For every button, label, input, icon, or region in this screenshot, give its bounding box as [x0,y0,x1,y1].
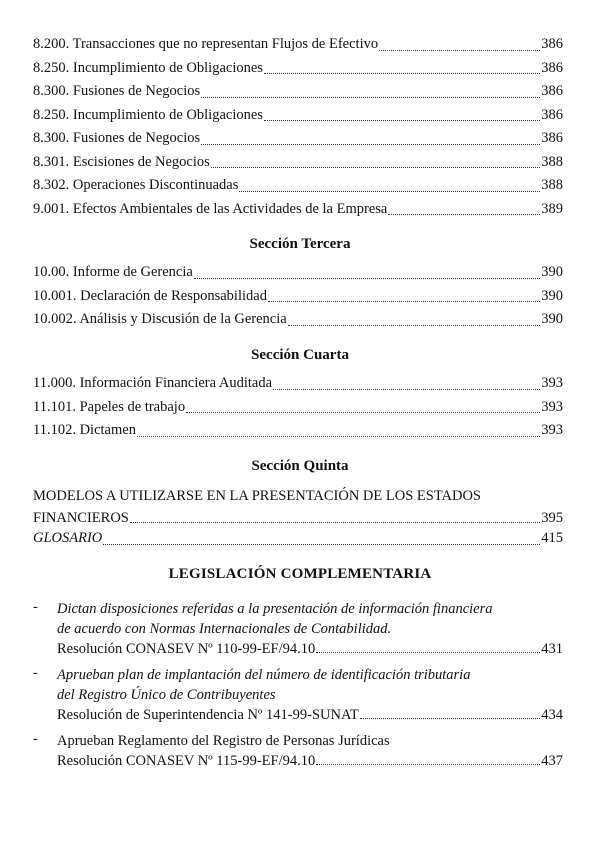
toc-entry[interactable] [33,104,563,128]
toc-entry[interactable] [33,57,563,81]
dot-leader [239,191,540,192]
toc-entry-page: 386 [541,83,563,99]
toc-entry-page: 386 [541,36,563,52]
toc-glossary-entries [33,527,563,551]
legislation-item-ref: Resolución CONASEV Nº 115-99-EF/94.10 [57,753,316,769]
toc-entry [33,507,563,529]
toc-entry-title: 10.00. Informe de Gerencia [33,264,193,280]
legislation-item-text: Dictan disposiciones referidas a la presentación de información financiera [57,601,493,617]
toc-entry-page: 386 [541,59,563,76]
legislation-item-text: del Registro Único de Contribuyentes [57,687,276,703]
toc-entry-title-line2: FINANCIEROS [33,510,129,526]
toc-entry-title: GLOSARIO [33,530,103,546]
legislation-list [33,599,563,777]
toc-entry-title: 11.101. Papeles de trabajo [33,398,186,415]
toc-entry[interactable] [33,261,563,285]
toc-entry-title: 9.001. Efectos Ambientales de las Actividades de la Empresa [33,200,388,217]
toc-entry-page: 386 [541,106,563,123]
dot-leader [273,389,540,390]
toc-entry[interactable] [33,80,563,104]
toc-entry-page: 393 [541,375,563,391]
toc-entry-title: 8.200. Transacciones que no representan Flujos de Efectivo [33,36,379,52]
dot-leader [137,436,540,437]
bullet-dash: - [33,599,38,615]
toc-entry-title: 10.002. Análisis y Discusión de la Gerencia [33,311,287,327]
section-heading: Sección Quinta [251,458,349,474]
toc-entry-page: 437 [541,753,563,769]
dot-leader [268,301,540,302]
toc-entry-title: 8.302. Operaciones Discontinuadas [33,177,239,193]
dot-leader [388,214,540,215]
toc-entry-title: 8.250. Incumplimiento de Obligaciones [33,106,263,123]
toc-entry-title: 8.250. Incumplimiento de Obligaciones [33,59,263,76]
legislation-item[interactable] [33,731,563,771]
toc-entry[interactable] [33,151,563,175]
toc-entry-title-line1: MODELOS A UTILIZARSE EN LA PRESENTACIÓN DE LOS ESTADOS [33,488,481,504]
toc-entry[interactable] [33,127,563,151]
dot-leader [201,97,540,98]
toc-entry-page: 393 [541,398,563,415]
toc-entry[interactable] [33,419,563,443]
dot-leader [103,544,540,545]
section-heading: Sección Cuarta [251,347,349,363]
bullet-dash: - [33,665,38,681]
toc-entry-title: 8.300. Fusiones de Negocios [33,130,201,146]
toc-entry[interactable] [33,308,563,332]
toc-models-entry[interactable] [33,485,563,529]
dot-leader [379,50,540,51]
toc-entry[interactable] [33,198,563,222]
section-heading: LEGISLACIÓN COMPLEMENTARIA [168,566,432,582]
dot-leader [316,652,540,653]
toc-entry-page: 395 [541,510,563,526]
toc-entry-title: 11.102. Dictamen [33,422,136,438]
dot-leader [264,120,540,121]
toc-section-four-entries [33,372,563,443]
toc-entry-page: 386 [541,130,563,146]
toc-entry-title: 8.301. Escisiones de Negocios [33,153,210,170]
dot-leader [264,73,540,74]
legislation-item-ref: Resolución CONASEV Nº 110-99-EF/94.10 [57,641,316,657]
section-heading: Sección Tercera [249,236,351,252]
legislation-item-ref: Resolución de Superintendencia Nº 141-99-SUNAT [57,707,359,723]
toc-entry-page: 393 [541,422,563,438]
toc-entry[interactable] [33,285,563,309]
toc-entry-page: 431 [541,641,563,657]
toc-entry-page: 415 [541,530,563,546]
dot-leader [316,764,540,765]
dot-leader [186,412,540,413]
toc-entry-page: 390 [541,264,563,280]
legislation-item[interactable] [33,665,563,725]
toc-entry-page: 390 [541,311,563,327]
toc-entry-page: 388 [541,153,563,170]
bullet-dash: - [33,731,38,747]
toc-section-two-entries [33,33,563,221]
legislation-item[interactable] [33,599,563,659]
toc-entry[interactable] [33,174,563,198]
legislation-item-text: Aprueban plan de implantación del número de identificación tributaria [57,667,471,683]
toc-entry-title: 10.001. Declaración de Responsabilidad [33,287,267,304]
dot-leader [130,522,540,523]
dot-leader [211,167,540,168]
dot-leader [194,278,540,279]
toc-entry-page: 388 [541,177,563,193]
dot-leader [288,325,541,326]
toc-entry-page: 434 [541,707,563,723]
legislation-item-text: Aprueban Reglamento del Registro de Personas Jurídicas [57,733,390,749]
toc-entry-page: 389 [541,200,563,217]
toc-entry[interactable] [33,33,563,57]
toc-entry[interactable] [33,527,563,551]
toc-entry-title: 11.000. Información Financiera Auditada [33,375,273,391]
toc-entry-title: 8.300. Fusiones de Negocios [33,83,201,99]
dot-leader [201,144,540,145]
legislation-item-text: de acuerdo con Normas Internacionales de Contabilidad. [57,621,392,637]
toc-section-three-entries [33,261,563,332]
toc-entry-page: 390 [541,287,563,304]
toc-entry[interactable] [33,372,563,396]
toc-entry[interactable] [33,396,563,420]
dot-leader [360,718,541,719]
